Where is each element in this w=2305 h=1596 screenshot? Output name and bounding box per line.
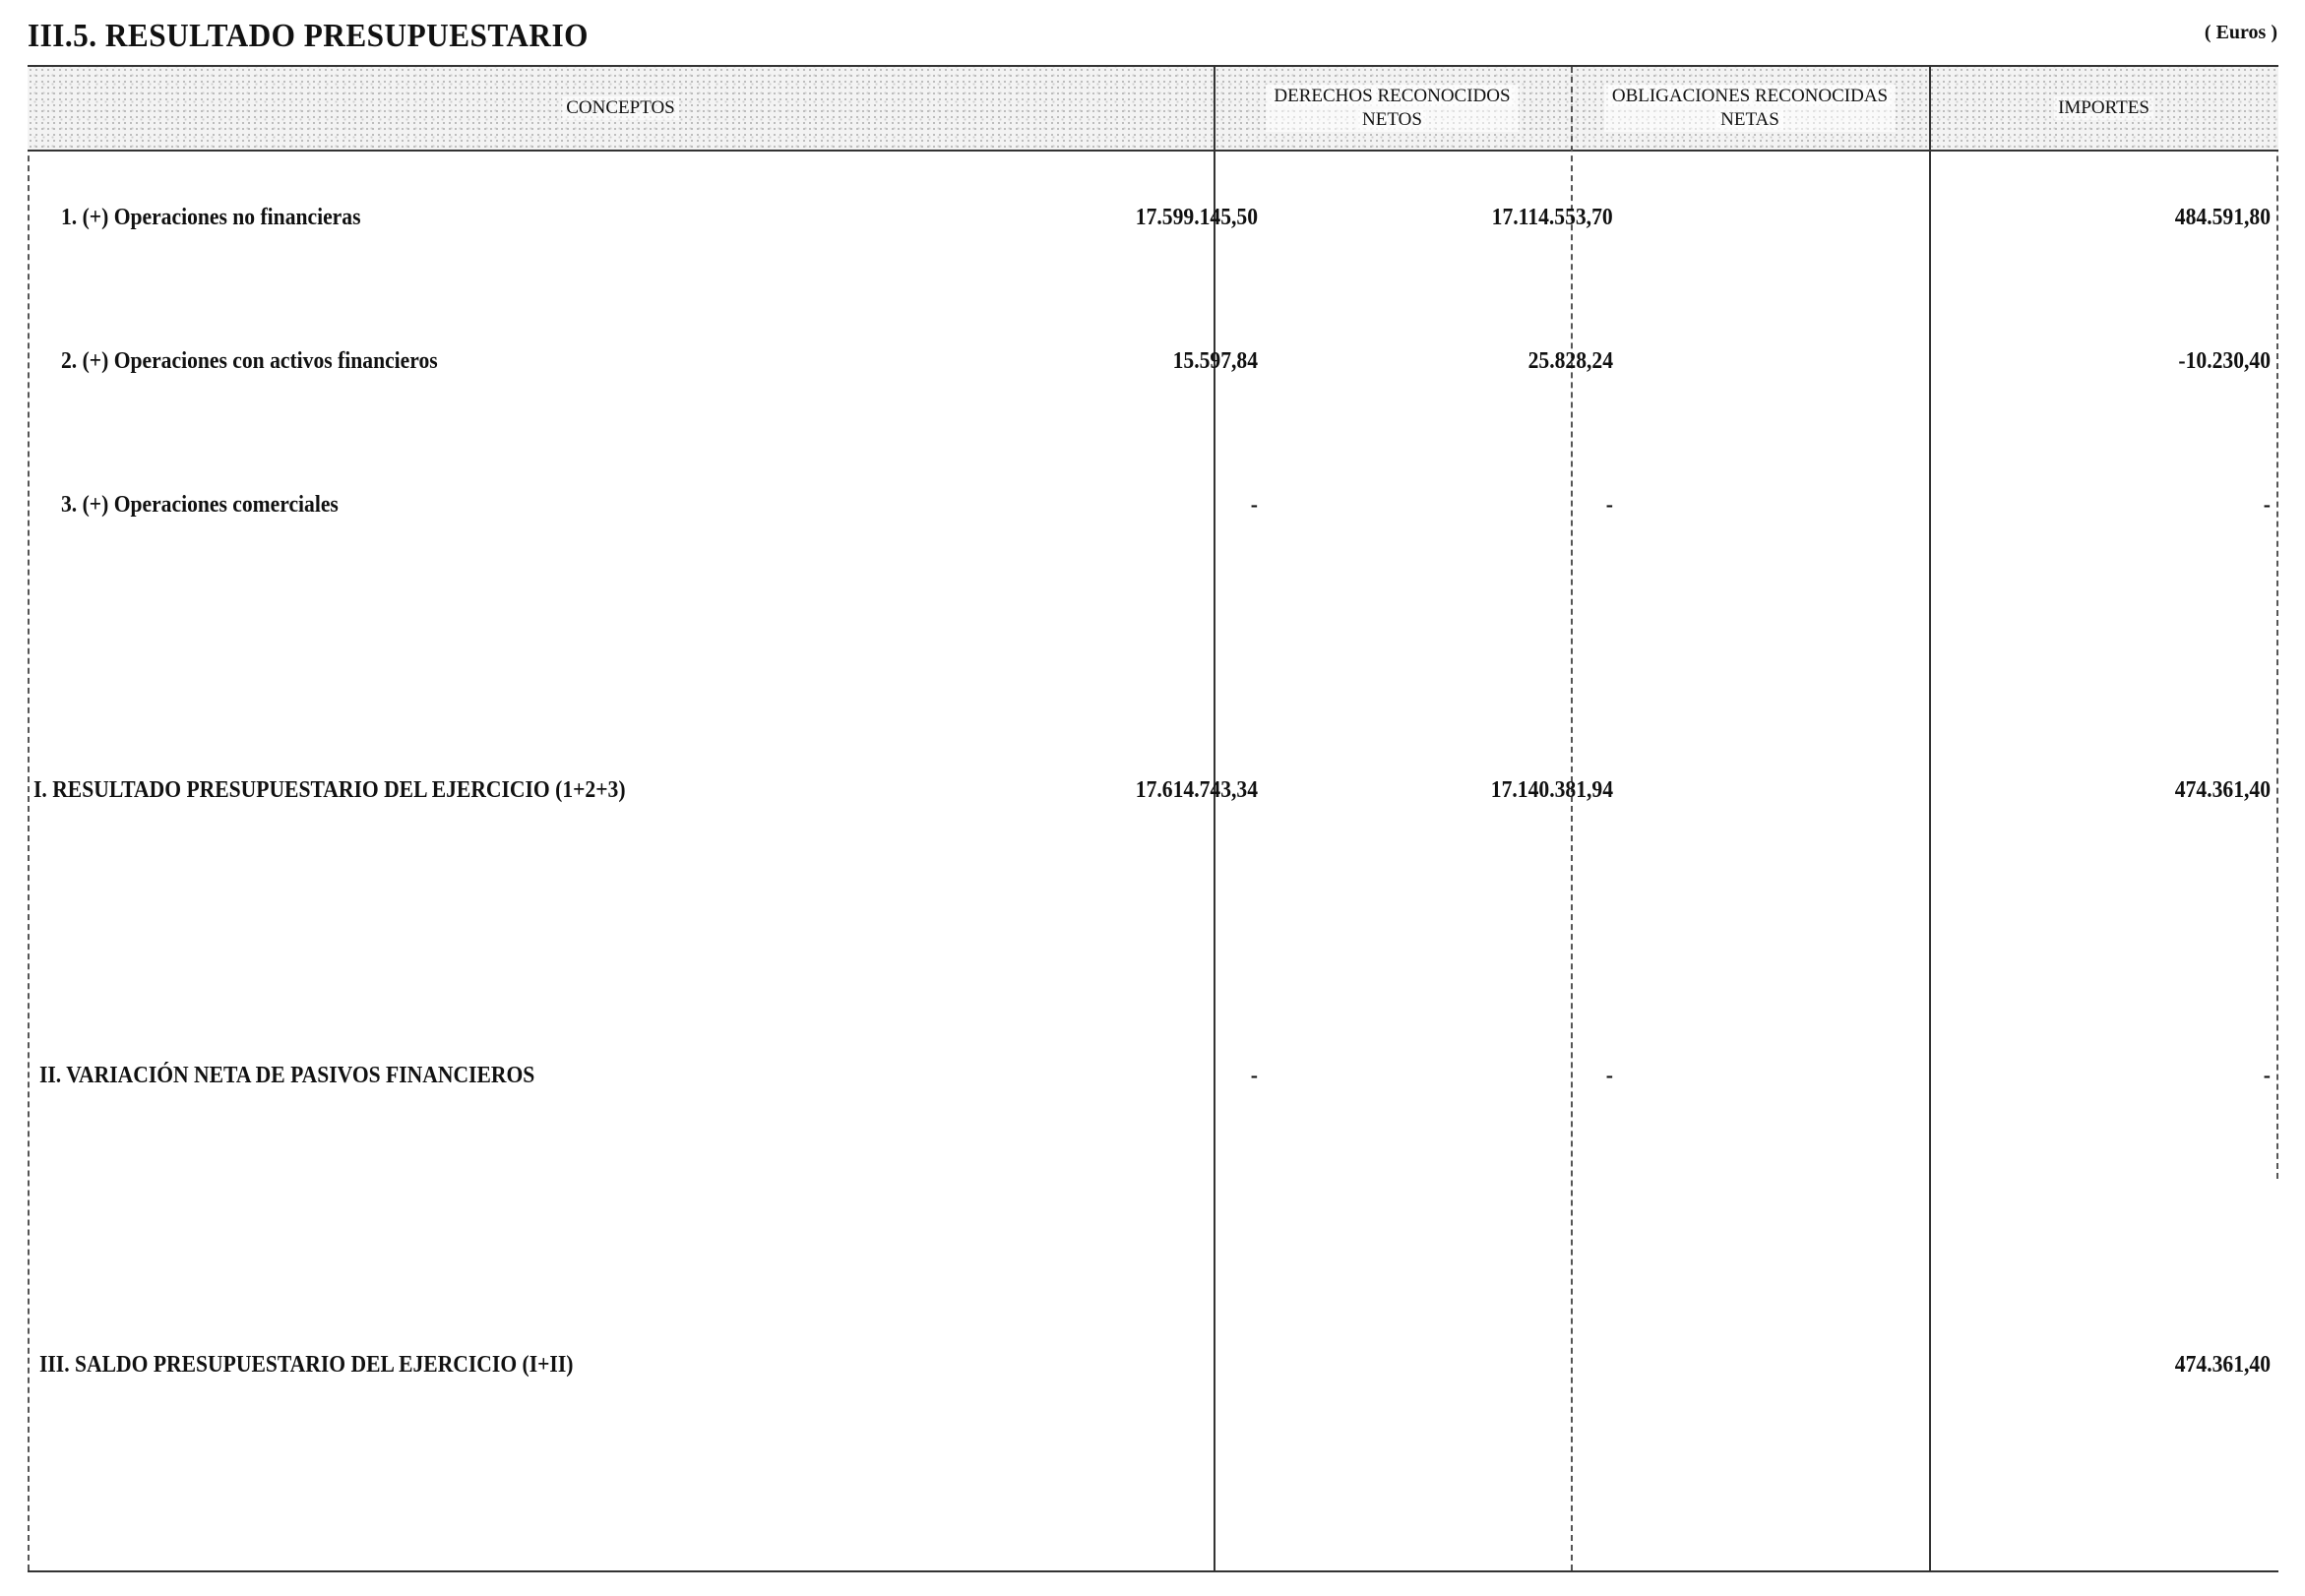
row-obligaciones: 17.140.381,94 xyxy=(1490,777,1613,803)
row-derechos: 17.599.145,50 xyxy=(1135,205,1258,230)
column-divider xyxy=(1214,67,1215,1570)
row-importes: 474.361,40 xyxy=(2174,777,2271,803)
currency-unit: ( Euros ) xyxy=(2204,22,2277,43)
row-label: I. RESULTADO PRESUPUESTARIO DEL EJERCICIO (1+2+3) xyxy=(33,777,626,803)
row-importes: - xyxy=(2263,1063,2271,1088)
table-header xyxy=(28,67,2278,152)
table-right-border xyxy=(2276,67,2278,1179)
row-derechos: 17.614.743,34 xyxy=(1135,777,1258,803)
column-divider xyxy=(1571,67,1573,1570)
header-importes-label: IMPORTES xyxy=(2054,96,2153,120)
header-derechos xyxy=(1214,67,1571,150)
header-conceptos xyxy=(28,67,1214,150)
header-importes xyxy=(1929,67,2278,150)
row-importes: 484.591,80 xyxy=(2174,205,2271,230)
row-derechos: - xyxy=(1250,1063,1258,1088)
row-label: 3. (+) Operaciones comerciales xyxy=(61,492,339,518)
row-label: II. VARIACIÓN NETA DE PASIVOS FINANCIEROS xyxy=(39,1063,535,1088)
page-title: III.5. RESULTADO PRESUPUESTARIO xyxy=(28,18,589,54)
row-obligaciones: 25.828,24 xyxy=(1527,348,1613,374)
row-label: 1. (+) Operaciones no financieras xyxy=(61,205,361,230)
budget-result-table xyxy=(28,65,2278,1572)
header-obligaciones-line2: NETAS xyxy=(1716,109,1783,130)
row-importes: - xyxy=(2263,492,2271,518)
column-divider xyxy=(1929,67,1931,1570)
header-conceptos-label: CONCEPTOS xyxy=(562,96,679,120)
row-obligaciones: 17.114.553,70 xyxy=(1491,205,1613,230)
row-derechos: - xyxy=(1250,492,1258,518)
row-importes: -10.230,40 xyxy=(2178,348,2271,374)
header-obligaciones xyxy=(1571,67,1929,150)
row-importes: 474.361,40 xyxy=(2174,1352,2271,1378)
header-obligaciones-line1: OBLIGACIONES RECONOCIDAS xyxy=(1608,86,1892,106)
header-derechos-line1: DERECHOS RECONOCIDOS xyxy=(1270,86,1514,106)
header-derechos-line2: NETOS xyxy=(1358,109,1426,130)
row-label: 2. (+) Operaciones con activos financieros xyxy=(61,348,438,374)
table-left-border xyxy=(28,67,30,1570)
row-obligaciones: - xyxy=(1605,492,1613,518)
row-derechos: 15.597,84 xyxy=(1172,348,1258,374)
row-label: III. SALDO PRESUPUESTARIO DEL EJERCICIO (I+II) xyxy=(39,1352,574,1378)
row-obligaciones: - xyxy=(1605,1063,1613,1088)
